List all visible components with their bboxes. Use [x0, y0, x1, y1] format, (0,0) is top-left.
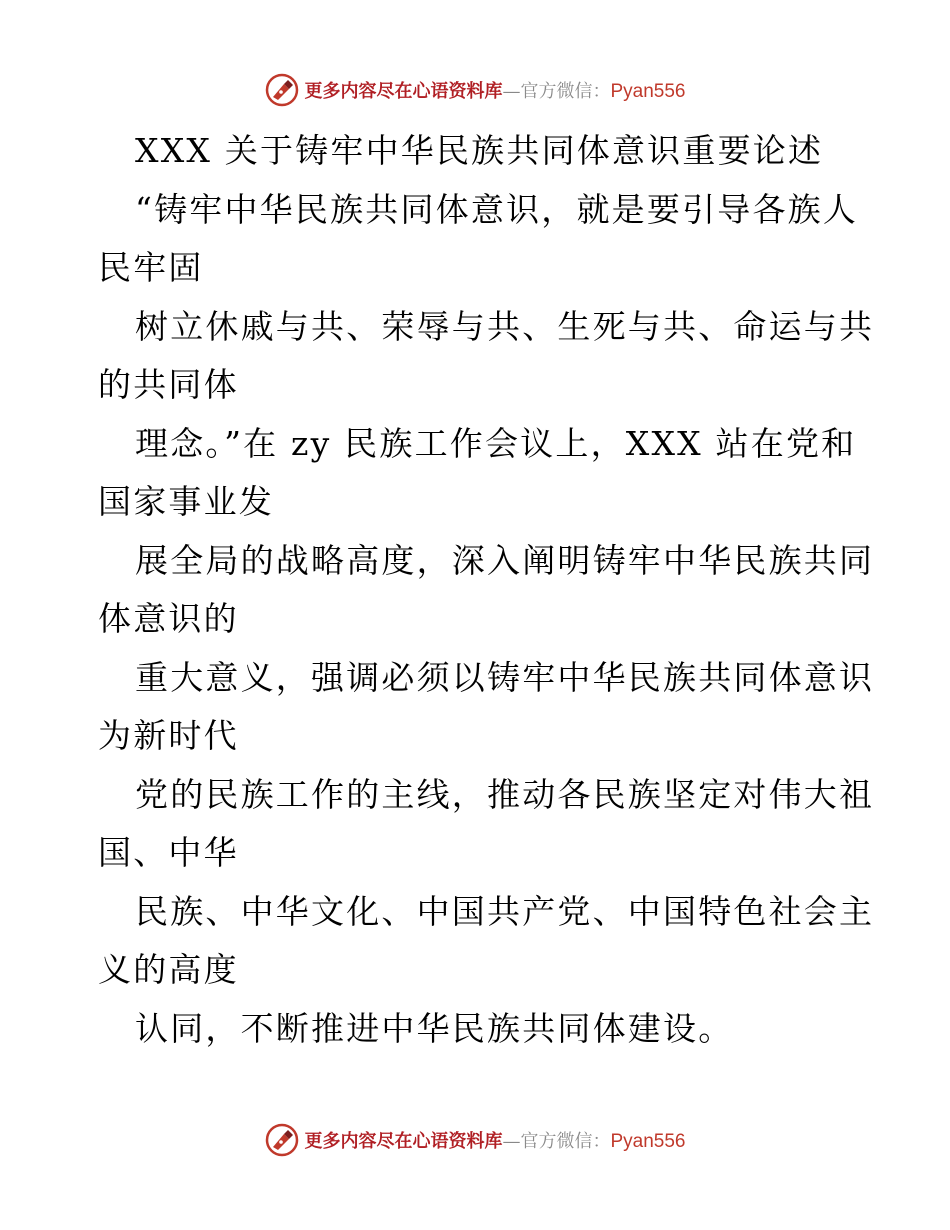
paragraph-line: 党的民族工作的主线，推动各民族坚定对伟大祖: [135, 774, 875, 814]
paragraph-line: 义的高度: [98, 950, 239, 989]
paragraph-line: 为新时代: [98, 716, 239, 755]
footer-watermark: [0, 1120, 950, 1160]
pen-nib-logo-icon: [264, 72, 300, 108]
watermark-dash: —: [502, 81, 521, 102]
paragraph-line: “铸牢中华民族共同体意识，就是要引导各族人: [135, 189, 859, 229]
paragraph-line: 理念。”在 zy 民族工作会议上，XXX 站在党和: [135, 423, 857, 463]
paragraph-line: 树立休戚与共、荣辱与共、生死与共、命运与共: [135, 306, 875, 346]
document-title: XXX 关于铸牢中华民族共同体意识重要论述: [135, 131, 824, 170]
watermark-wechat-id: Pyan556: [610, 81, 686, 102]
paragraph-line: 的共同体: [98, 365, 239, 404]
paragraph-line: 国家事业发: [98, 482, 274, 521]
paragraph-line: 国、中华: [98, 833, 239, 872]
watermark-main: 更多内容尽在心语资料库: [304, 1131, 503, 1152]
paragraph-line: 重大意义，强调必须以铸牢中华民族共同体意识: [135, 657, 875, 697]
document-body: [98, 122, 875, 1058]
watermark-text: [304, 77, 685, 103]
watermark-wechat-label: 官方微信：: [520, 1131, 611, 1152]
watermark-wechat-id: Pyan556: [610, 1131, 686, 1152]
paragraph-line: 民牢固: [98, 248, 204, 287]
paragraph-line: 认同，不断推进中华民族共同体建设。: [135, 1008, 734, 1048]
header-watermark: [0, 70, 950, 110]
paragraph-line: 民族、中华文化、中国共产党、中国特色社会主: [135, 891, 875, 931]
watermark-dash: —: [502, 1131, 521, 1152]
watermark-text: [304, 1127, 685, 1153]
paragraph-line: 展全局的战略高度，深入阐明铸牢中华民族共同: [135, 540, 875, 580]
watermark-main: 更多内容尽在心语资料库: [304, 81, 503, 102]
watermark-wechat-label: 官方微信：: [520, 81, 611, 102]
pen-nib-logo-icon: [264, 1122, 300, 1158]
paragraph-line: 体意识的: [98, 599, 239, 638]
